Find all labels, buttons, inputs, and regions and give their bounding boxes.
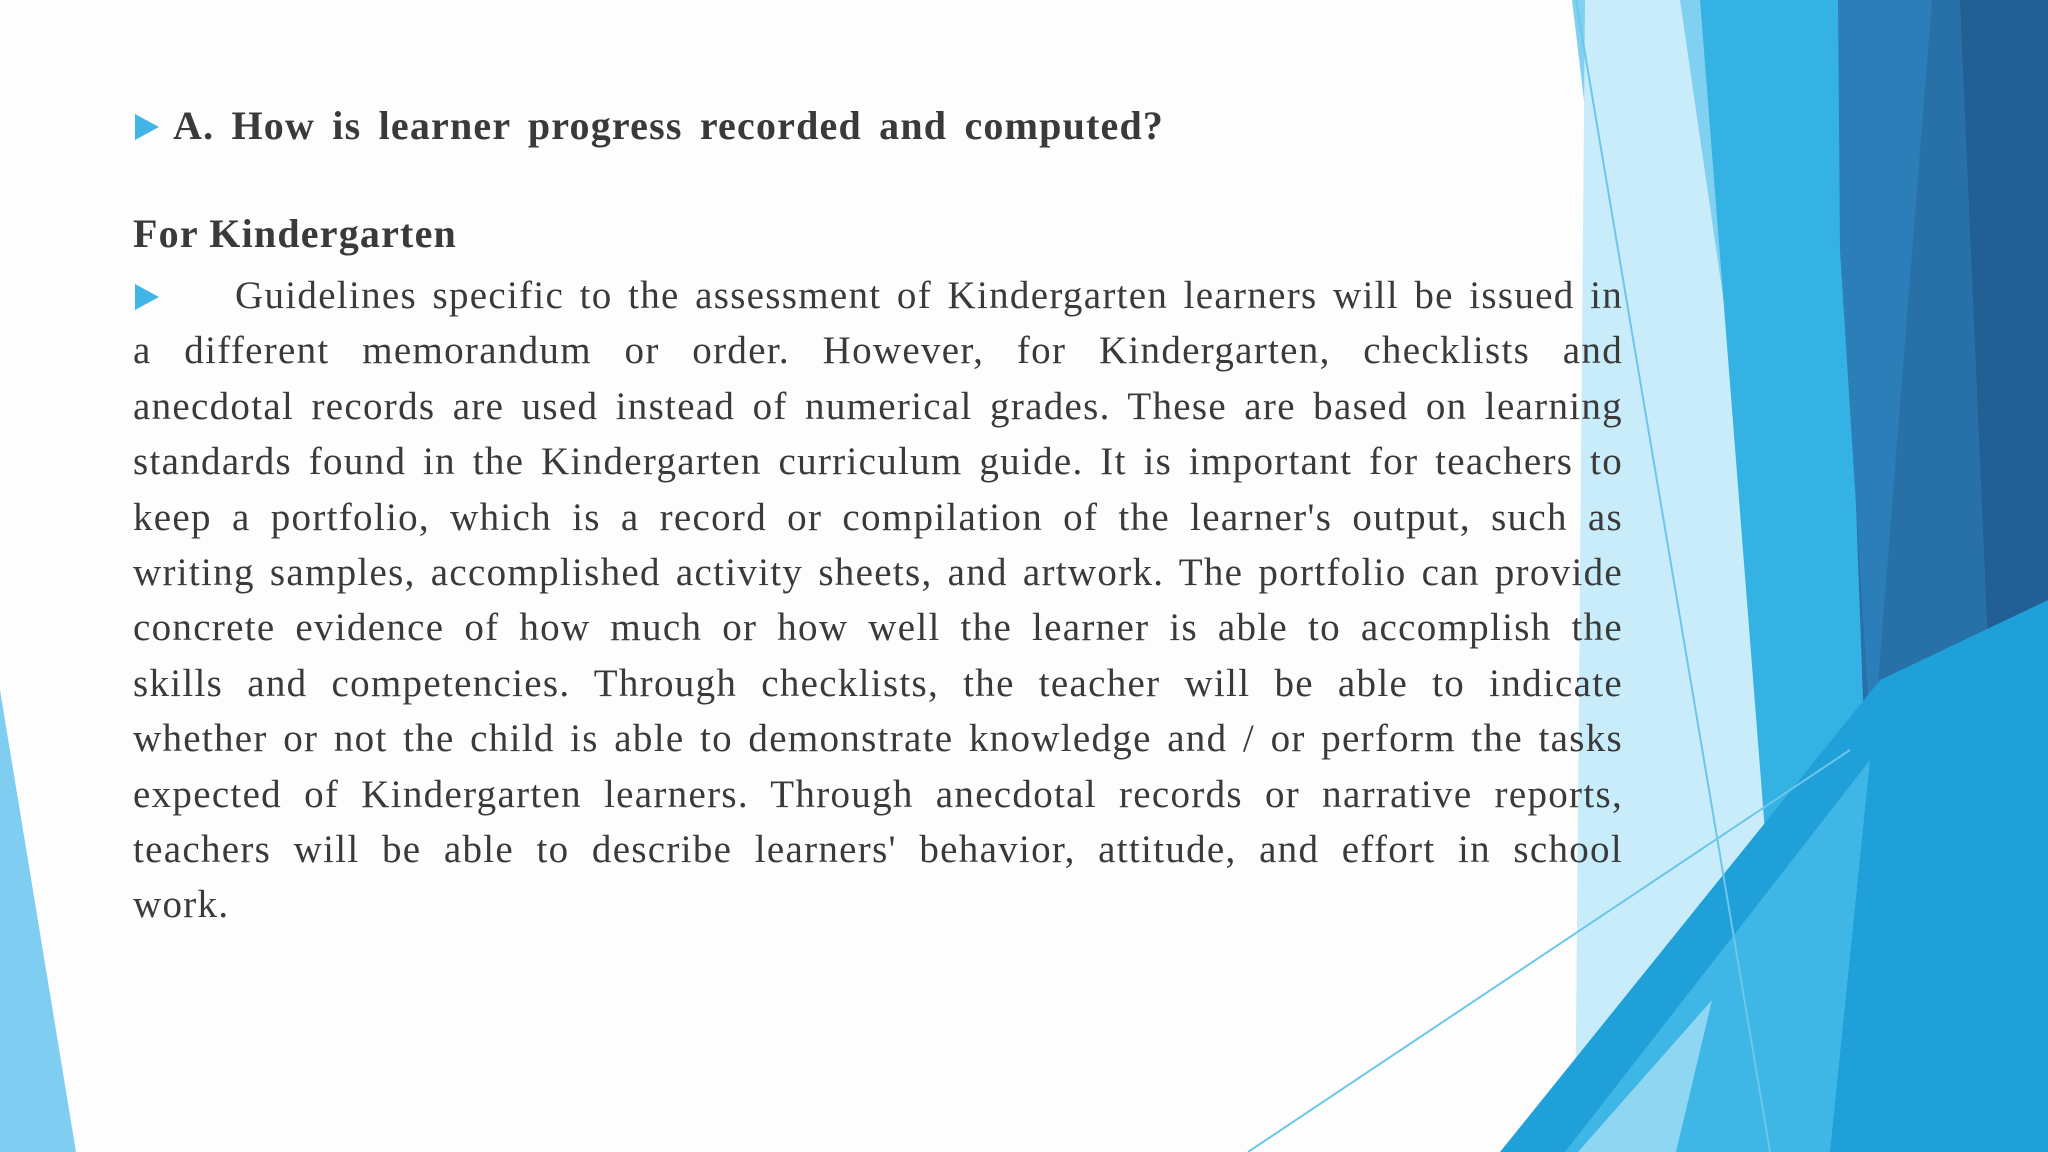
triangle-bullet-icon [135,114,159,140]
body-text: Guidelines specific to the assessment of Kindergarten learners will be issued in a different memorandum or order. However, for Kindergarten, checklists and anecdotal records are used instead of numerical grades. These are based on learning standards found in the Kindergarten curriculum guide. It is important for teachers to keep a portfolio, which is a record or compilation of the learner's output, such as writing samples, accomplished activity sheets, and artwork. The portfolio can provide concrete evidence of how much or how well the learner is able to accomplish the skills and competencies. Through checklists, the teacher will be able to indicate whether or not the child is able to demonstrate knowledge and / or perform the tasks expected of Kindergarten learners. Through anecdotal records or narrative reports, teachers will be able to describe learners' behavior, attitude, and effort in school work. [133,274,1623,927]
section-subheading: For Kindergarten [133,211,457,256]
left-edge-shape [0,690,76,1152]
heading-row [133,96,1623,156]
triangle-bullet-icon [135,284,159,310]
slide-heading: A. How is learner progress recorded and computed? [173,103,1165,148]
slide-content [133,96,1623,933]
body-paragraph [133,268,1623,933]
